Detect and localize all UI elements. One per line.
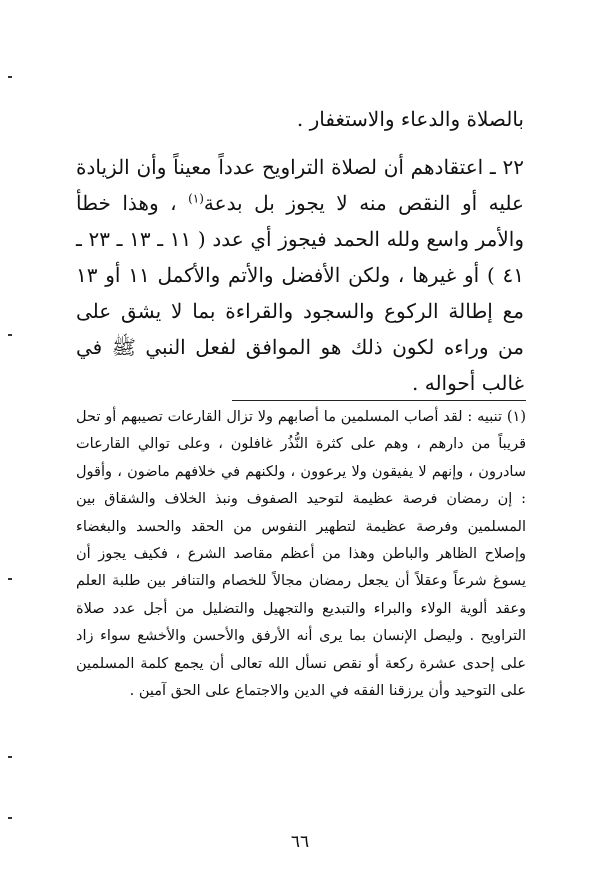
paragraph-text-part2: ، وهذا خطأ والأمر واسع ولله الحمد فيجوز أي عدد ( ١١ ـ ١٣ ـ ٢٣ ـ ٤١ ) أو غيرها ، ولكن الأفضل والأتم والأكمل ١١ أو ١٣ مع إطالة الركوع والسجود والقراءة بما لا يشق على من وراءه لكون ذلك هو الموافق لفعل النبي ﷺ في غالب أحواله . — [76, 191, 524, 395]
paragraph-number: ٢٢ ـ — [489, 155, 524, 179]
footnote: (١) تنبيه : لقد أصاب المسلمين ما أصابهم ولا تزال القارعات تصيبهم أو تحل قريباً من دارهم ، وهم على كثرة النُّذُر غافلون ، وعلى توالي القارعات سادرون ، وإنهم لا يفيقون ولا يرعوون ، ولكنهم في خلافهم ماضون ، وأقول : إن رمضان فرصة عظيمة لتوحيد الصفوف ونبذ الخلاف والشقاق بين المسلمين وفرصة عظيمة لتطهير النفوس من الحقد والحسد والبغضاء وإصلاح الظاهر والباطن وهذا من أعظم مقاصد الشرع ، فكيف يجوز أن يسوغ شرعاً وعقلاً أن يجعل رمضان مجالاً للخصام والتنافر بين طلبة العلم وعقد ألوية الولاء والبراء والتبديع والتجهيل والتضليل من أجل عدد صلاة التراويح . وليصل الإنسان بما يرى أنه الأرفق والأحسن والأخشع سواء زاد على إحدى عشرة ركعة أو نقص نسأل الله تعالى أن يجمع كلمة المسلمين على التوحيد وأن يرزقنا الفقه في الدين والاجتماع على الحق آمين . — [76, 409, 526, 700]
page-number: ٦٦ — [290, 832, 310, 852]
footnote-separator — [232, 400, 526, 401]
margin-mark — [8, 756, 12, 758]
margin-mark — [8, 76, 12, 78]
main-paragraph — [76, 149, 524, 401]
margin-mark — [8, 817, 12, 819]
margin-mark — [8, 578, 12, 580]
footnote-reference[interactable]: (١) — [188, 191, 204, 206]
margin-mark — [8, 334, 12, 336]
paragraph-text-part1: اعتقادهم أن لصلاة التراويح عدداً معيناً وأن الزيادة عليه أو النقص منه لا يجوز بل بدعة — [76, 155, 524, 215]
continued-line: بالصلاة والدعاء والاستغفار . — [296, 107, 524, 131]
